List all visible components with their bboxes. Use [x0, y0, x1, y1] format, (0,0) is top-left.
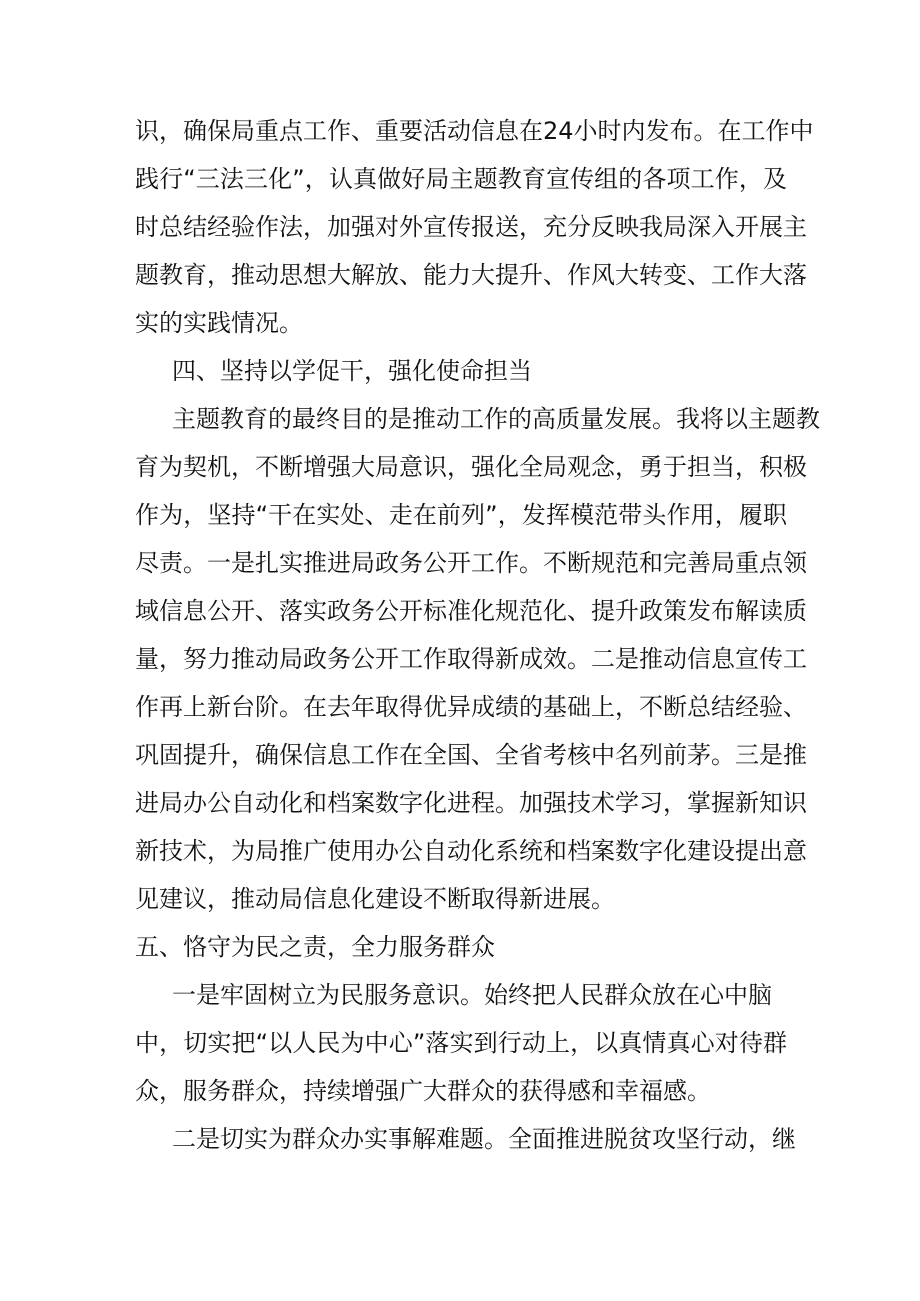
body-text-line: 一是牢固树立为民服务意识。始终把人民群众放在心中脑	[172, 981, 772, 1009]
section-heading-4: 四、坚持以学促干，强化使命担当	[172, 357, 532, 385]
body-text-line: 践行“三法三化”，认真做好局主题教育宣传组的各项工作，及	[135, 165, 787, 193]
body-text-line: 中，切实把“以人民为中心”落实到行动上，以真情真心对待群	[135, 1029, 787, 1057]
body-text-line: 作为，坚持“干在实处、走在前列”，发挥模范带头作用，履职	[135, 501, 787, 529]
section-heading-5: 五、恪守为民之责，全力服务群众	[135, 933, 495, 961]
body-text-line: 实的实践情况。	[135, 309, 303, 337]
body-text-line: 量，努力推动局政务公开工作取得新成效。二是推动信息宣传工	[135, 645, 807, 673]
body-text-line: 二是切实为群众办实事解难题。全面推进脱贫攻坚行动，继	[172, 1125, 796, 1153]
body-text-line: 新技术，为局推广使用办公自动化系统和档案数字化建设提出意	[135, 837, 807, 865]
body-text-line: 主题教育的最终目的是推动工作的高质量发展。我将以主题教	[172, 405, 820, 433]
body-text-line: 题教育，推动思想大解放、能力大提升、作风大转变、工作大落	[135, 261, 807, 289]
body-text-line: 进局办公自动化和档案数字化进程。加强技术学习，掌握新知识	[135, 789, 807, 817]
body-text-line: 时总结经验作法，加强对外宣传报送，充分反映我局深入开展主	[135, 213, 807, 241]
body-text-line: 巩固提升，确保信息工作在全国、全省考核中名列前茅。三是推	[135, 741, 807, 769]
body-text-line: 识，确保局重点工作、重要活动信息在24小时内发布。在工作中	[135, 117, 814, 145]
body-text-line: 作再上新台阶。在去年取得优异成绩的基础上，不断总结经验、	[135, 693, 807, 721]
body-text-line: 尽责。一是扎实推进局政务公开工作。不断规范和完善局重点领	[135, 549, 807, 577]
body-text-line: 域信息公开、落实政务公开标准化规范化、提升政策发布解读质	[135, 597, 807, 625]
body-text-line: 育为契机，不断增强大局意识，强化全局观念，勇于担当，积极	[135, 453, 807, 481]
body-text-line: 众，服务群众，持续增强广大群众的获得感和幸福感。	[135, 1077, 711, 1105]
body-text-line: 见建议，推动局信息化建设不断取得新进展。	[135, 885, 615, 913]
